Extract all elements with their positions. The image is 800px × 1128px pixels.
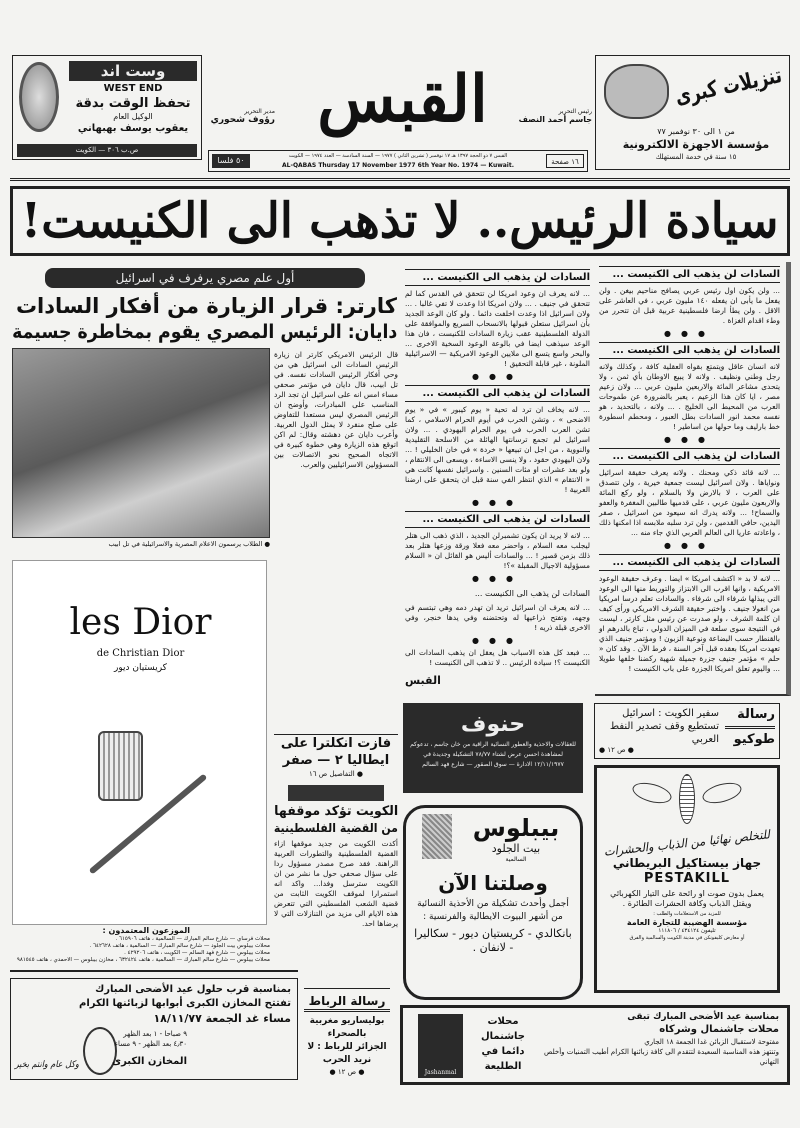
tokyo-box xyxy=(594,703,780,759)
editorial-signature: القبس xyxy=(405,674,441,687)
sports-box: فازت انكلترا على ايطاليا ٢ — صفر ● التفاصيل ص ١٦ xyxy=(274,734,398,779)
tokyo-title: رسالة طوكيو xyxy=(725,707,775,755)
dior-brand: les Dior xyxy=(69,602,212,643)
makhazen-hours: ٩ صباحا - ١ بعد الظهر ٤٫٣٠ بعد الظهر - ٩ مساء المخازن الكبرى xyxy=(111,1030,187,1067)
agent-label: الوكيل العام xyxy=(113,112,153,121)
sale-info xyxy=(606,126,786,162)
sale-tagline: ١٥ سنة في خدمة المستهلك xyxy=(655,153,737,161)
main-headline: سيادة الرئيس.. لا تذهب الى الكنيست! xyxy=(10,186,790,256)
makhazen-lines: بمناسبة قرب حلول عيد الأضحى المبارك تفتتح المخازن الكبرى أبوابها لزبائنها الكرام مساء غد الجمعة ١٨/١١/٧٧ xyxy=(79,984,291,1025)
date-strip xyxy=(208,150,588,172)
sale-title: تنزيلات كبرى xyxy=(673,63,785,110)
distributors: الموزعون المعتمدون : محلات فرساي — شارع سالم المبارك — السالمية ، هاتف ٦١٥٩٠٦ . محلات بيبلوس بيت الجلود — شارع سالم المبارك — السالمية ، هاتف ٦٤٢٦٢٨ . محلات بيبلوس — شارع فهد السالم — الكويت ، هاتف ٤٢٩٢٠٦ . محلات بيبلوس — شارع سالم المبارك — السالمية ، هاتف ٦٣٢٤٢٤ ، مخازن بيبلوس — الاحمدي ، هاتف ٩٨١٥٤٥ xyxy=(16,926,270,963)
watch-illustration xyxy=(19,62,59,132)
rabat-box: رسالة الرباط بوليساريو مغربية بالصحراء الجزائر للرباط : لا نريد الحرب ● ص ١٢ ● xyxy=(304,988,390,1077)
tokyo-text: سفير الكويت : اسرائيل تستطيع وقف تصدير النفط العربي xyxy=(609,708,719,745)
tokyo-body xyxy=(599,707,719,755)
jashanmal-text: بمناسبة عيد الأضحى المبارك تبقى محلات جاشنمال وشركاه مفتوحة لاستقبال الزبائن غدا الجمعة ١٨ الجاري وتنتهز هذه المناسبة السعيدة لتتقدم الى كافة زبائنها الكرام أطيب التمنيات وأخلص التهاني xyxy=(544,1012,779,1066)
ad-west-end xyxy=(12,55,202,160)
editorial-column-middle: السادات لن يذهب الى الكنيست ... ... لانه يعرف ان وعود امريكا لن تتحقق في القدس كما لم تتحقق في جنيف . ... ولان امريكا اذا وعدت لا تفي غالبا . ... ولان اسرائيل اذا وعدت اخلفت دائما . ولو كان الوعد الجديد بأن اسرائيل ستعلن قبولها بالانسحاب السريع والموافقة على الدولة الفلسطينية عقب زيارة السادات للكنيست ، فان هذا الوعد سيذهب ايضا في بالوعة الوعود السخية الاخرى ... والبحر واسع يتسع الى ملايين الوعود الامريكية — الاسرائيلية الملونة ، غير قابلة التحقيق ! ●●● السادات لن يذهب الى الكنيست ... ... لانه يخاف ان ترد له تحية « يوم كيبور » في « يوم الاضحى » ، وتشن الحرب في أيوم الحرام الاسلامي ، كما تشن العرب الحرب في يوم الحرام اليهودي . ... ولان اسرائيل لم تجمع ترسانتها الهائلة من الاسلحة التقليدية والنووية ، من اجل ان تبيعها « خردة » في خان الخليلي ! ... ولان اليهودي حقود ، ولا ينسى الاساءة ، ويسعى الى الانتقام ، ولو بعد عشرات او مئات السنين . واسرائيل نفسها كانت هي « الانتقام » الذي انتظر الفي سنة قبل ان يتحقق على ارضنا العربية ! ●●● السادات لن يذهب الى الكنيست ... ... لانه لا يريد ان يكون تشمبرلن الجديد ، الذي ذهب الى هتلر ليجلب معه السلام ، واحضر معه فعلا ورقة وزعها هتلر بعد ذلك بزمن قصير ! ... والسادات أليس هو القائل ان « السلام مسؤولية الاجيال المقبلة »؟! ●●● السادات لن يذهب الى الكنيست ... ... لانه يعرف ان اسرائيل تريد ان تهدر دمه وهي تبتسم في وجهه، وتفتح ذراعيها له وتحتضنه وفي يدها خنجر، وفي الاخرى قبلة ذريه ! ●●● ... فبعد كل هذه الاسباب هل يعقل ان يذهب السادات الى الكنيست ؟! سيادة الرئيس .. لا تذهب الى الكنيست ! القبس xyxy=(405,265,590,695)
tokyo-ref: ● ص ١٢ ● xyxy=(599,746,634,754)
news-photo xyxy=(12,348,270,538)
west-end-slogan: تحفظ الوقت بدقة xyxy=(75,96,191,111)
ad-hnouf: حنوف للعقالات والاحذية والعطور النسائية الراقية من خان جاسم ، تدعوكم لمشاهدة احسن عرض لشتاء ٧٨/٧٧ التشكيلة وجديدة في ١٢/١١/١٩٧٧ الادارة — سوق الصقور — شارع فهد السالم xyxy=(403,703,583,793)
ad-jashanmal: Jashanmal محلات جاشنمال دائما في الطليعة بمناسبة عيد الأضحى المبارك تبقى محلات جاشنمال وشركاه مفتوحة لاستقبال الزبائن غدا الجمعة ١٨ الجاري وتنتهز هذه المناسبة السعيدة لتتقدم الى كافة زبائنها الكرام أطيب التمنيات وأخلص التهاني xyxy=(400,1005,790,1085)
ad-makhazen-kubra xyxy=(10,978,298,1080)
ad-electronics-sale xyxy=(595,55,790,170)
article-kuwait: أكدت الكويت من جديد موقفها ازاء القضية الفلسطينية والتطورات العربية الراهنة. فقد صرح مصدر مسؤول ردا على سؤال صحفي حول ما نشر من ان الكويت سترسل وفدا... واكد انه استمرارا لموقف الكويت الثابت من قضية الشعب الفلسطيني التي تتعرض هذه الايام الى مزيد من التنازلات التي لا يرضاها احد. xyxy=(274,839,398,928)
section-rule xyxy=(10,970,298,972)
jashanmal-logo: Jashanmal xyxy=(418,1014,463,1078)
makhazen-greeting: وكل عام وانتم بخير xyxy=(14,1060,80,1070)
subheadline-carter: كارتر: قرار الزيارة من أفكار السادات xyxy=(15,294,397,318)
subheadline-dayan: دايان: الرئيس المصري يقوم بمخاطرة جسيمة xyxy=(11,321,397,343)
flag-banner: أول علم مصري يرفرف في اسرائيل xyxy=(45,268,365,288)
elephant-illustration xyxy=(604,64,669,119)
dior-sub: de Christian Dior xyxy=(96,648,185,659)
newspaper-logo: القبس xyxy=(317,62,488,137)
fly-illustration xyxy=(662,774,712,830)
masthead-rule xyxy=(10,178,790,181)
date-arabic: القبس ٧ ذو الحجة ١٣٩٧ هـ ١٧ نوفمبر ( تشرين الثاني ) ١٩٧٧ — السنة السادسة — العدد ١٩٧٤ — الكويت xyxy=(288,153,508,159)
editor-in-chief: رئيس التحرير جاسم أحمد النصف xyxy=(518,108,592,124)
managing-editor: مدير التحرير رؤوف شحوري xyxy=(210,108,275,125)
west-end-address: ص.ب ٣٠٦ — الكويت xyxy=(17,144,197,157)
lipstick-case xyxy=(98,731,143,801)
article-carter-dayan: قال الرئيس الامريكي كارتر ان زيارة الرئيس السادات الى اسرائيل هي من وحي أفكار الرئيس السادات نفسه. في تل ابيب، قال دايان في مؤتمر صحفي مساء امس انه على اسرائيل ان تجد الرد المناسب على المبادرات، وأوضح ان الرئيس المصري ليس مستعدا للتفاوض على صلح منفرد لا يمثل الدول العربية. وأعرب دايان عن دهشته وقال: لم اكن اتوقع هذه الزيارة وهي خطوة كبيرة في الاتجاه الصحيح نحو الاتصالات بين المسؤولين الاسرائيليين والعرب. xyxy=(274,350,398,469)
sale-dates: من ١ الى ٣٠ نوفمبر ٧٧ xyxy=(657,127,735,136)
west-end-text xyxy=(69,61,197,135)
west-end-brand-ar: وست اند xyxy=(69,61,197,81)
kuwait-banner xyxy=(288,785,384,801)
dior-arabic: كريستيان ديور xyxy=(114,663,167,673)
west-end-brand-en: WEST END xyxy=(103,83,163,94)
ad-les-dior xyxy=(12,560,267,925)
kuwait-headline: الكويت تؤكد موقفها من القضية الفلسطينية xyxy=(274,804,398,835)
agent-name: يعقوب يوسف بهبهاني xyxy=(77,123,189,134)
ad-byblos: بيبلوس بيت الجلود السالمية وصلتنا الآن أجمل وأحدث تشكيلة من الأحذية النسائية من أشهر البيوت الايطالية والفرنسية : بانكالدي - كريستيان ديور - سكاليرا - لانفان . xyxy=(403,805,583,1000)
ad-pestakill: للتخلص نهائيا من الذباب والحشرات جهاز بيستاكيل البريطاني PESTAKILL يعمل بدون صوت او رائحة على التيار الكهربائي ويقتل الذباب وكافة الحشرات الطائرة . للمزيد من الاستعلامات والطلب : مؤسسة الهضيبة للتجارة العامة تليفون ٤٣٤١٢٤ / ١١١٨٠٦ أو معارض كليفونكن في مدينة الكويت والسالمية والفرق xyxy=(594,765,780,993)
page-count: ١٦ صفحة xyxy=(546,154,584,168)
byblos-logo xyxy=(422,814,452,859)
sale-company: مؤسسة الاجهزة الالكترونية xyxy=(622,138,770,151)
price: ٥٠ فلسا xyxy=(212,154,250,168)
editorial-column-right: السادات لن يذهب الى الكنيست ... ... ولن يكون اول رئيس عربي يصافح مناحيم بيغن . ولن يفعل ما يأبى ان يفعله ١٤٠ مليون عربي ، في العاشر على الاقل . ولن يطأ ارضا فلسطينية عربية قبل ان تتحرر من وطء اقدام الغزاة . ●●● السادات لن يذهب الى الكنيست ... لانه انسان عاقل ويتمتع بقواه العقلية كافة ، وكذلك ولانه رجل وطني ونظيف . ولانه لا يبيع الاوطان بأي ثمن ، ولا يتحدى مشاعر المائة والاربعين مليون عربي ... ولان زعيم مصر ، ايا كان هذا الزعيم ، يعبر بالضرورة عن طموحات العرب من المحيط الى الخليج . ... ولانه ، بالتحديد ، هو نفسه محمد انور السادات بطل العبور ، ومحطم اسطورة خط بارليف وما حولها من اساطير ! ●●● السادات لن يذهب الى الكنيست ... ... لانه قائد ذكي ومحنك . ولانه يعرف حقيقة اسرائيل ونواياها . ولان اسرائيل ليست جمعية خيرية ، ولن تتصدق على العرب ، لا بالارض ولا بالسلام ، ولو ركع المائة والاربعون مليون عربي ، على قدميها طالبين المغفرة والعفو والسماح! ... ولانه يدرك انه سيعود من اسرائيل ، صفر اليدين، حافي القدمين ، ولن ترد سلبه ملابسه اذا امكنها ذلك ، واعادته عاريا الى العالم العربي الذي جاء منه ... ●●● السادات لن يذهب الى الكنيست ... ... لانه لا بد « اكتشف امريكا » ايضا . وعرف حقيقة الوعود الامريكية ، وانها اقرب الى الابتزاز والتوريط منها الى الوعود التي يبذلها شرفاء الى شرفاء . والسادات تعلم درسا امريكيا من انغولا جنيف . واختبر حقيقة الشرف الامريكي ورأى كيف ان كلمة الشرف ، ولو صدرت عن رئيس مثل كارتر ، ليست في النتيجة سوى سلعة في الميزان الدولي ، تباع بالدرهم او بالقنطار حسب البضاعة ونوعية الزبون ! ومؤتمر جنيف الذي تعهدت امريكا بعقده قبل آخر السنة ، فرط الآن . وقد كان « حلم » مؤتمر جنيف جزرة جميلة شهية ركضنا خلفها طويلا ... واليوم تعلق امريكا الجزرة على باب الكنيست ! xyxy=(595,262,791,696)
photo-caption: ● الطلاب يرسمون الاعلام المصرية والاسرائيلية في تل ابيب xyxy=(108,540,270,548)
left-narrow-column xyxy=(274,350,398,965)
date-english: AL-QABAS Thursday 17 November 1977 6th Year No. 1974 — Kuwait. xyxy=(281,162,515,169)
